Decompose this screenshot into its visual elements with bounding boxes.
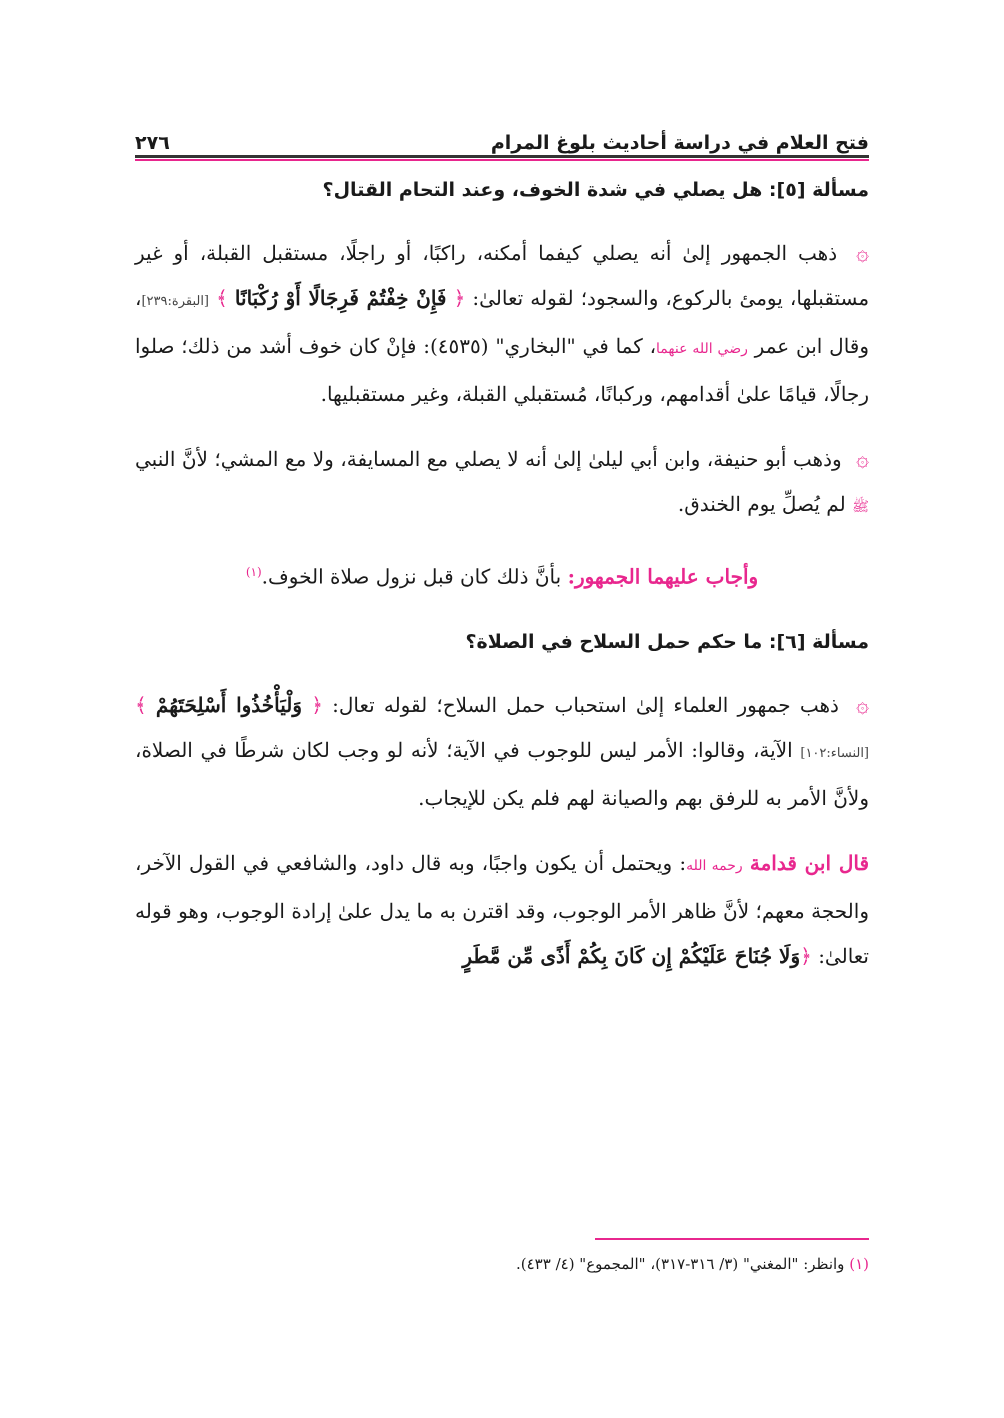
ornament-bullet-icon: ۞ bbox=[856, 241, 870, 266]
footnote-number: (١) bbox=[849, 1255, 869, 1273]
verse-reference: [النساء:١٠٢] bbox=[800, 745, 870, 761]
reply-text: بأنَّ ذلك كان قبل نزول صلاة الخوف. bbox=[261, 564, 562, 589]
quran-close-bracket: ﴾ bbox=[135, 692, 147, 717]
verse-reference: [البقرة:٢٣٩] bbox=[141, 294, 210, 309]
paragraph-majority-view bbox=[135, 231, 869, 417]
main-text bbox=[135, 168, 869, 999]
paragraph-abu-hanifa-view bbox=[135, 437, 869, 530]
question-6-heading: مسألة [٦]: ما حكم حمل السلاح في الصلاة؟ bbox=[465, 630, 869, 653]
ornament-bullet-icon: ۞ bbox=[856, 447, 870, 472]
footnote-marker: (١) bbox=[245, 565, 262, 579]
header-rule-pink bbox=[135, 159, 869, 161]
text: ذهب الجمهور إلىٰ أنه يصلي كيفما أمكنه، راكبًا، أو راجلًا، مستقبل القبلة، أو غير مستقبلها، يومئ بالركوع، والسجود؛ لقوله تعالىٰ: bbox=[135, 241, 870, 310]
book-title: فتح العلام في دراسة أحاديث بلوغ المرام bbox=[490, 132, 869, 154]
paragraph-reply bbox=[135, 550, 869, 600]
page-number: ٢٧٦ bbox=[135, 132, 170, 154]
running-header bbox=[135, 120, 869, 154]
quran-verse: وَلَا جُنَاحَ عَلَيْكُمْ إِن كَانَ بِكُمْ أَذًى مِّن مَّطَرٍ bbox=[462, 943, 801, 968]
footnote-rule bbox=[595, 1238, 869, 1240]
quran-close-bracket: ﴾ bbox=[216, 286, 228, 310]
scholar-name: قال ابن قدامة bbox=[749, 850, 869, 875]
honorific-glyph: ﷺ bbox=[852, 499, 869, 515]
ornament-bullet-icon: ۞ bbox=[856, 692, 869, 718]
honorific-glyph: رضي الله عنهما bbox=[656, 341, 748, 357]
quran-open-bracket: ﴿ bbox=[800, 943, 812, 968]
text: الآية، وقالوا: الأمر ليس للوجوب في الآية؛ لأنه لو وجب لكان شرطًا في الصلاة، ولأنَّ الأمر به للرفق بهم والصيانة لهم فلم يكن للإيجاب. bbox=[135, 737, 869, 810]
reply-label: وأجاب عليهما الجمهور: bbox=[567, 564, 759, 589]
quran-open-bracket: ﴿ bbox=[311, 692, 323, 717]
footnote bbox=[135, 1250, 869, 1278]
honorific-glyph: رحمه الله bbox=[686, 857, 743, 874]
paragraph-ibn-qudama bbox=[135, 841, 869, 979]
header-rule-dark bbox=[135, 155, 869, 158]
text: ، وقال ابن عمر bbox=[135, 286, 869, 358]
quran-verse: وَلْيَأْخُذُوا أَسْلِحَتَهُمْ bbox=[155, 692, 303, 717]
text: ذهب جمهور العلماء إلىٰ استحباب حمل السلاح؛ لقوله تعال: bbox=[332, 692, 839, 717]
quran-verse: فَإِنْ خِفْتُمْ فَرِجَالًا أَوْ رُكْبَانًا bbox=[234, 286, 447, 310]
paragraph-weapons-majority bbox=[135, 683, 869, 821]
text: : ويحتمل أن يكون واجبًا، وبه قال داود، والشافعي في القول الآخر، والحجة معهم؛ لأنَّ ظاهر الأمر الوجوب، وقد اقترن به ما يدل علىٰ إرادة الوجوب، وهو قوله تعالىٰ: bbox=[135, 850, 869, 968]
text: لم يُصلِّ يوم الخندق. bbox=[677, 492, 846, 516]
text: وذهب أبو حنيفة، وابن أبي ليلىٰ إلىٰ أنه لا يصلي مع المسايفة، ولا مع المشي؛ لأنَّ النبي bbox=[135, 447, 842, 471]
question-5-heading: مسألة [٥]: هل يصلي في شدة الخوف، وعند التحام القتال؟ bbox=[322, 179, 869, 201]
footnote-text: وانظر: "المغني" (٣/ ٣١٦-٣١٧)، "المجموع" (٤/ ٤٣٣). bbox=[516, 1255, 845, 1273]
quran-open-bracket: ﴿ bbox=[453, 286, 466, 310]
text: ، كما في "البخاري" (٤٥٣٥): فإنْ كان خوف أشد من ذلك؛ صلوا رجالًا، قيامًا علىٰ أقدامهم، وركبانًا، مُستقبلي القبلة، وغير مستقبليها. bbox=[135, 334, 869, 406]
